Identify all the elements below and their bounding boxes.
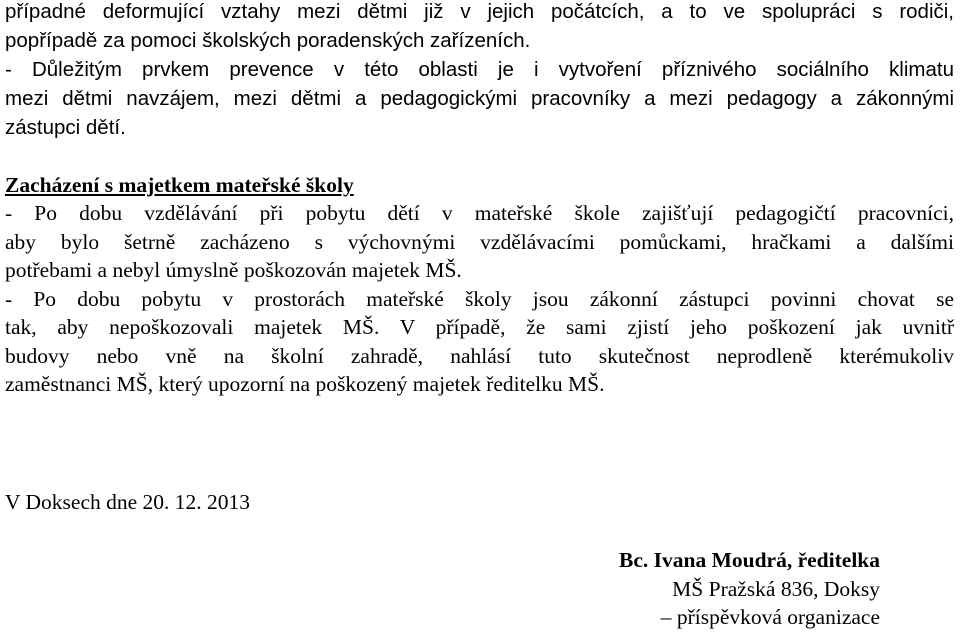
prevention-bullet-line-2: mezi dětmi navzájem, mezi dětmi a pedagogickými pracovníky a mezi pedagogy a zákonnými	[5, 87, 954, 110]
property-bullet2-line-4: zaměstnanci MŠ, který upozorní na poškozený majetek ředitelku MŠ.	[5, 372, 605, 396]
date-line: V Doksech dne 20. 12. 2013	[5, 490, 251, 514]
property-bullet1-line-3: potřebami a nebyl úmyslně poškozován majetek MŠ.	[5, 258, 462, 282]
property-bullet1-line-2: aby bylo šetrně zacházeno s výchovnými vzdělávacími pomůckami, hračkami a dalšími	[5, 230, 954, 254]
signature-organization: – příspěvková organizace	[660, 605, 880, 629]
prevention-bullet-line-3: zástupci dětí.	[5, 116, 126, 139]
property-bullet2-line-3: budovy nebo vně na školní zahradě, nahlásí tuto skutečnost neprodleně kterémukoliv	[5, 344, 954, 368]
property-bullet1-line-1: - Po dobu vzdělávání při pobytu dětí v mateřské škole zajišťují pedagogičtí pracovníci,	[5, 201, 954, 225]
property-bullet2-line-2: tak, aby nepoškozovali majetek MŠ. V případě, že sami zjistí jeho poškození jak uvnitř	[5, 315, 954, 339]
signature-address: MŠ Pražská 836, Doksy	[672, 577, 880, 601]
property-bullet2-line-1: - Po dobu pobytu v prostorách mateřské školy jsou zákonní zástupci povinni chovat se	[5, 287, 954, 311]
prevention-bullet-line-1: - Důležitým prvkem prevence v této oblasti je i vytvoření příznivého sociálního klimatu	[5, 58, 954, 81]
signature-name: Bc. Ivana Moudrá, ředitelka	[619, 548, 880, 572]
intro-line-1: případné deformující vztahy mezi dětmi již v jejich počátcích, a to ve spolupráci s rodiči,	[5, 0, 954, 23]
intro-line-2: popřípadě za pomoci školských poradenských zařízeních.	[5, 29, 531, 52]
section-heading: Zacházení s majetkem mateřské školy	[5, 173, 354, 197]
